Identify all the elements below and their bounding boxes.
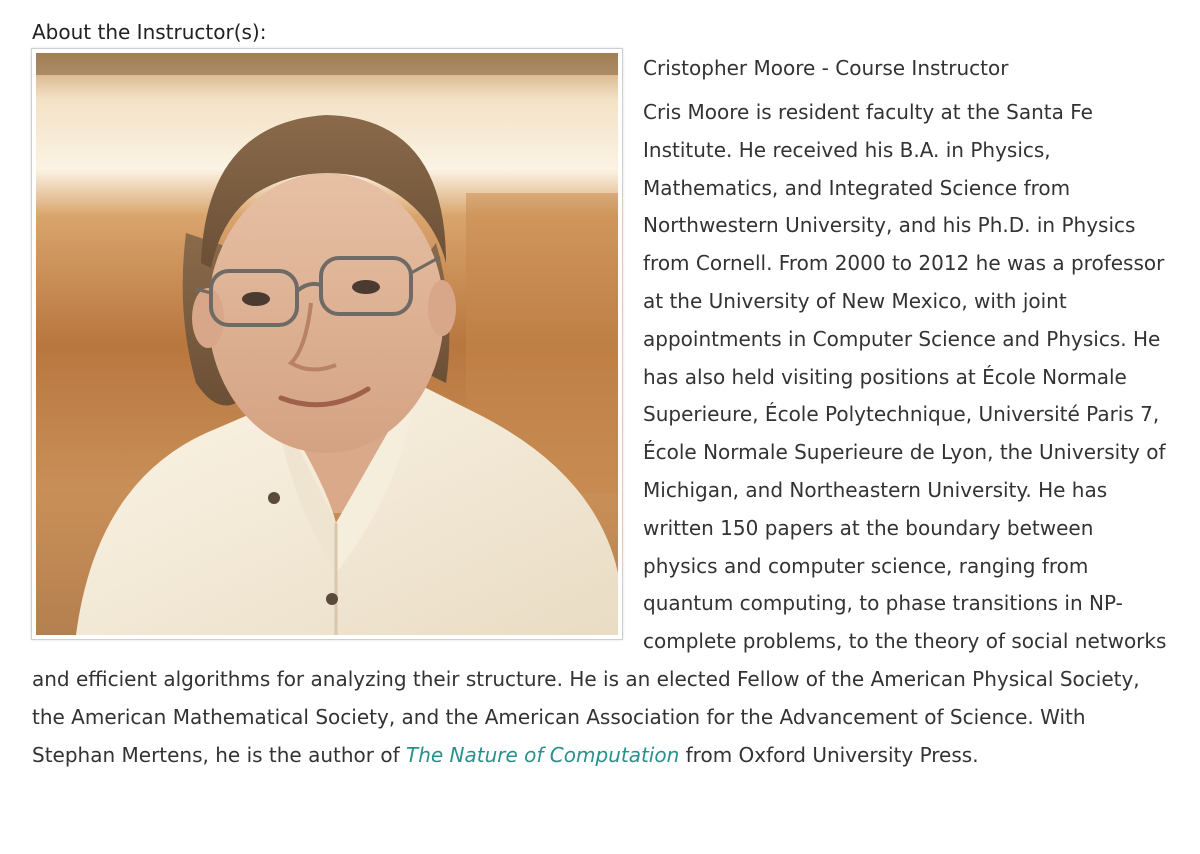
bio-text: Cris Moore is resident faculty at the Santa Fe Institute. He received his B.A. in Physics, Mathematics, and Integrated Science from Northwestern University, and his Ph.D. in Physics from Cornell. From 2000 to 2012 he was a professor at the University of New Mexico, with joint appointments in Computer Science and Physics. He has also held visiting positions at École Normale Superieure, École Polytechnique, Université Paris 7, École Normale Superieure de Lyon, the University of Michigan, and Northeastern University. He has written 150 papers at the boundary between physics and computer science, ranging from quantum computing, to phase transitions in NP-complete problems, to the theory of social networks and efficient algorithms for analyzing their structure. He is an elected Fellow of the American Physical Society, the American Mathematical Society, and the American Association for the Advancement of Science. With Stephan Mertens, he is the author of	[32, 100, 1167, 767]
instructor-name-heading: Cristopher Moore - Course Instructor	[643, 56, 1009, 80]
photo-float-spacer	[32, 48, 624, 648]
book-link-the-nature-of-computation[interactable]: The Nature of Computation	[406, 742, 680, 767]
section-heading: About the Instructor(s):	[32, 20, 267, 44]
instructor-bio-section	[32, 48, 1172, 774]
bio-text-end: from Oxford University Press.	[685, 742, 979, 767]
